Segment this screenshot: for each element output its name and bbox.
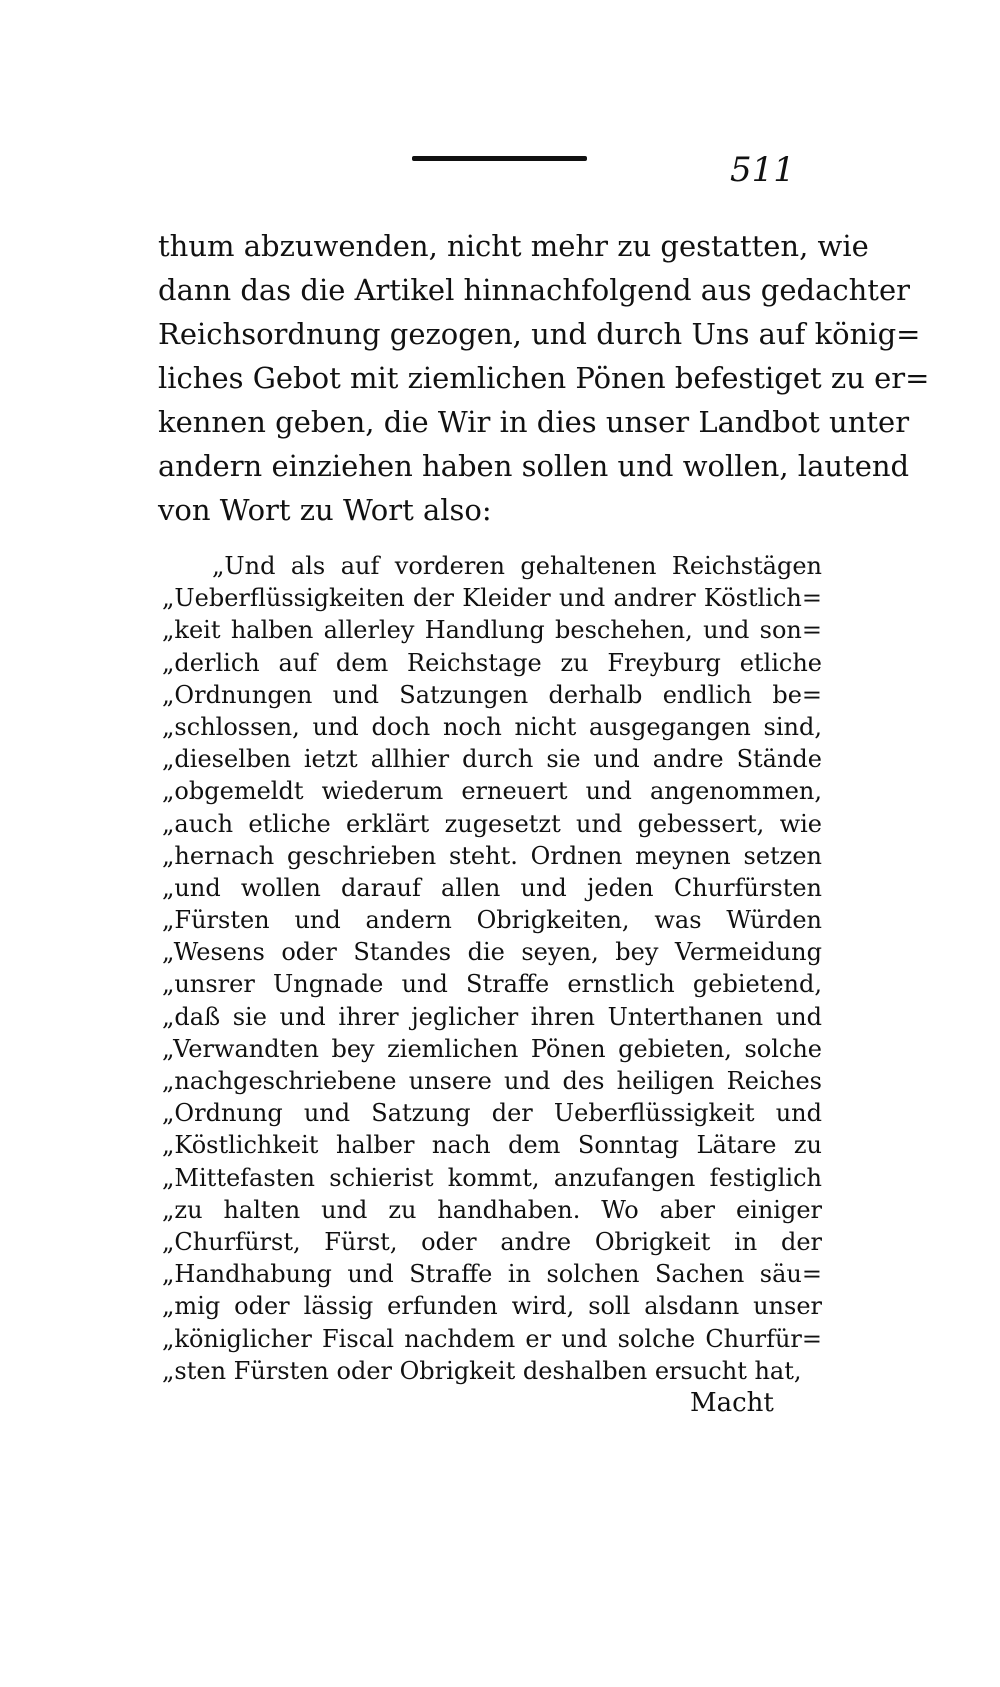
intro-paragraph <box>158 224 930 532</box>
text-line: liches Gebot mit ziemlichen Pönen befestiget zu er= <box>158 361 930 395</box>
quote-line: „derlich auf dem Reichstage zu Freyburg etliche <box>162 648 822 677</box>
quote-line: „Wesens oder Standes die seyen, bey Vermeidung <box>162 938 822 967</box>
quote-line: „und wollen darauf allen und jeden Churfürsten <box>162 873 822 902</box>
quote-line: „Ordnungen und Satzungen derhalb endlich be= <box>162 680 822 709</box>
quote-line: „zu halten und zu handhaben. Wo aber einiger <box>162 1195 822 1224</box>
quote-line: „Verwandten bey ziemlichen Pönen gebieten, solche <box>162 1034 822 1063</box>
text-line: von Wort zu Wort also: <box>158 493 492 527</box>
quote-line: „dieselben ietzt allhier durch sie und andre Stände <box>162 745 822 774</box>
text-line: andern einziehen haben sollen und wollen, lautend <box>158 449 910 483</box>
quote-line: „königlicher Fiscal nachdem er und solche Churfür= <box>162 1324 822 1353</box>
quote-line: „Und als auf vorderen gehaltenen Reichstägen <box>212 552 822 580</box>
quote-line: „mig oder lässig erfunden wird, soll alsdann unser <box>162 1292 822 1321</box>
quote-line: „Churfürst, Fürst, oder andre Obrigkeit in der <box>162 1227 822 1256</box>
quote-line: „Mittefasten schierist kommt, anzufangen festiglich <box>162 1163 822 1192</box>
quote-line: „obgemeldt wiederum erneuert und angenommen, <box>162 777 822 806</box>
quote-line: „auch etliche erklärt zugesetzt und gebessert, wie <box>162 809 822 838</box>
quote-line: „daß sie und ihrer jeglicher ihren Unterthanen und <box>162 1002 822 1031</box>
catchword: Macht <box>690 1388 774 1418</box>
text-line: dann das die Artikel hinnachfolgend aus gedachter <box>158 273 910 307</box>
quote-line: „nachgeschriebene unsere und des heiligen Reiches <box>162 1067 822 1095</box>
page-number: 511 <box>730 150 795 190</box>
quote-line: „Fürsten und andern Obrigkeiten, was Würden <box>162 906 822 935</box>
quote-line: „sten Fürsten oder Obrigkeit deshalben ersucht hat, <box>162 1356 802 1385</box>
text-line: kennen geben, die Wir in dies unser Landbot unter <box>158 405 910 439</box>
quote-line: „Köstlichkeit halber nach dem Sonntag Lätare zu <box>162 1131 822 1160</box>
quote-line: „Ordnung und Satzung der Ueberflüssigkeit und <box>162 1099 822 1128</box>
header-rule <box>412 156 587 161</box>
quote-line: „unsrer Ungnade und Straffe ernstlich gebietend, <box>162 970 822 999</box>
text-line: thum abzuwenden, nicht mehr zu gestatten, wie <box>158 229 869 263</box>
quote-line: „Ueberflüssigkeiten der Kleider und andrer Köstlich= <box>162 584 822 613</box>
quote-line: „hernach geschrieben steht. Ordnen meynen setzen <box>162 841 822 870</box>
quote-line: „Handhabung und Straffe in solchen Sachen säu= <box>162 1260 822 1289</box>
quoted-ordinance <box>162 550 822 1387</box>
quote-line: „schlossen, und doch noch nicht ausgegangen sind, <box>162 712 822 741</box>
text-line: Reichsordnung gezogen, und durch Uns auf könig= <box>158 317 921 351</box>
quote-line: „keit halben allerley Handlung beschehen, und son= <box>162 616 822 645</box>
